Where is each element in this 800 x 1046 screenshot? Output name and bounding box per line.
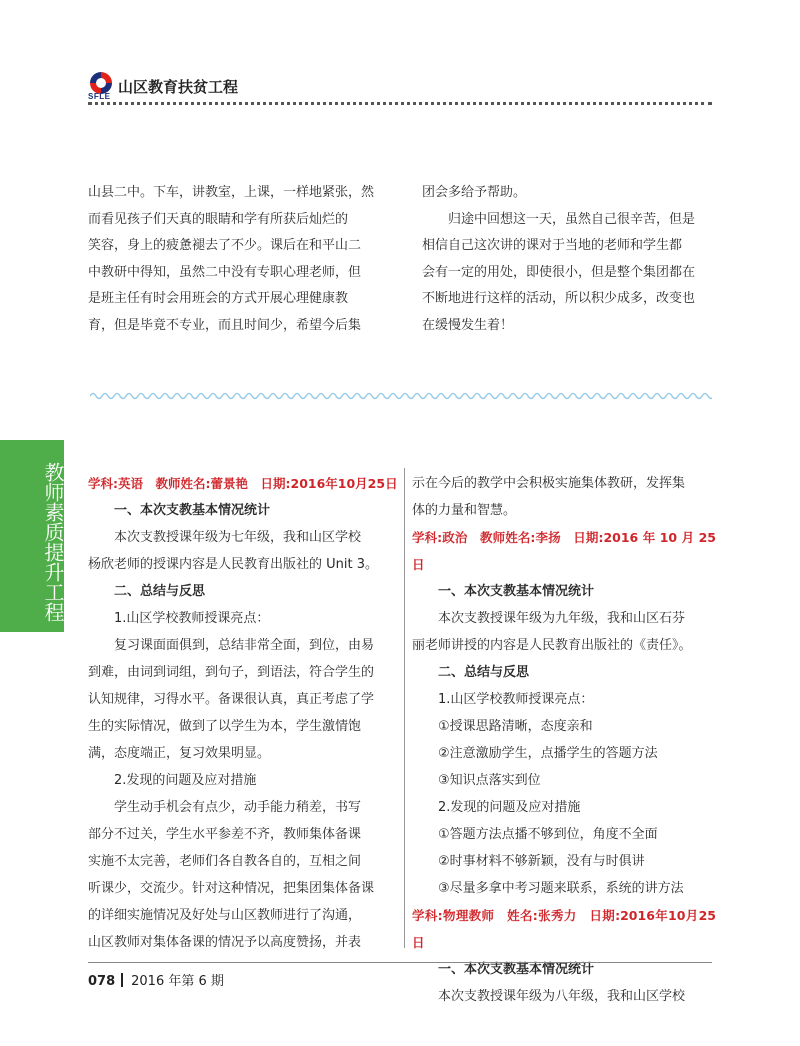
paragraph-line: 复习课面面俱到，总结非常全面，到位，由易 (114, 638, 375, 653)
paragraph-line: 二、总结与反思 (438, 665, 530, 680)
paragraph-line: 满，态度端正，复习效果明显。 (88, 746, 271, 761)
paragraph-line: 本次支教授课年级为九年级，我和山区石芬 (438, 611, 686, 626)
paragraph-line: 山区教师对集体备课的情况予以高度赞扬，并表 (88, 935, 362, 950)
text-line: 在缓慢发生着！ (422, 317, 514, 333)
paragraph-line: ②注意激励学生，点播学生的答题方法 (438, 746, 658, 761)
text-line: 不断地进行这样的活动，所以积少成多，改变也 (422, 291, 696, 306)
section-side-tab (0, 440, 64, 632)
paragraph-line: ①授课思路清晰，态度亲和 (438, 719, 593, 734)
paragraph-line: 一、本次支教基本情况统计 (438, 584, 595, 599)
paragraph-line: 示在今后的教学中会积极实施集体教研，发挥集 (412, 476, 686, 491)
paragraph-line: 的详细实施情况及好处与山区教师进行了沟通， (88, 908, 362, 923)
paragraph-line: 一、本次支教基本情况统计 (438, 962, 595, 977)
paragraph-line: 部分不过关，学生水平参差不齐，教师集体备课 (88, 827, 362, 842)
text-line: 是班主任有时会用班会的方式开展心理健康教 (88, 291, 349, 306)
paragraph-line: 生的实际情况，做到了以学生为本，学生激情饱 (88, 719, 362, 734)
teacher-info-heading: 学科:政治 教师姓名:李扬 日期:2016 年 10 月 25 日 (412, 530, 716, 572)
footer-bar (121, 973, 123, 987)
text-line: 团会多给予帮助。 (422, 185, 527, 200)
side-tab-label: 教师素质提升工程 (41, 462, 65, 622)
text-line: 山县二中。下车，讲教室，上课，一样地紧张，然 (88, 185, 375, 200)
text-line: 相信自己这次讲的课对于当地的老师和学生都 (422, 238, 683, 253)
magazine-title: 山区教育扶贫工程 (118, 78, 239, 96)
paragraph-line: 到难，由词到词组，到句子，到语法，符合学生的 (88, 665, 375, 680)
paragraph-line: 听课少，交流少。针对这种情况，把集团集体备课 (88, 881, 375, 896)
paragraph-line: 本次支教授课年级为七年级，我和山区学校 (114, 530, 362, 545)
teacher-info-heading: 学科:物理教师 姓名:张秀力 日期:2016年10月25日 (412, 908, 716, 950)
paragraph-line: 学生动手机会有点少，动手能力稍差，书写 (114, 800, 362, 815)
paragraph-line: 本次支教授课年级为八年级，我和山区学校 (438, 989, 686, 1004)
logo-text: SFLE (88, 92, 111, 101)
wave-divider (90, 390, 712, 402)
paragraph-line: 2.发现的问题及应对措施 (114, 773, 257, 788)
paragraph-line: 杨欣老师的授课内容是人民教育出版社的 Unit 3。 (88, 557, 378, 572)
paragraph-line: ②时事材料不够新颖，没有与时俱讲 (438, 854, 645, 869)
header-divider (88, 102, 712, 105)
teacher-info-heading: 学科:英语 教师姓名:蕾景艳 日期:2016年10月25日 (88, 476, 398, 491)
paragraph-line: 2.发现的问题及应对措施 (438, 800, 581, 815)
top-right-text (422, 180, 714, 339)
paragraph-line: 1.山区学校教师授课亮点： (438, 692, 594, 707)
paragraph-line: ③尽量多拿中考习题来联系，系统的讲方法 (438, 881, 684, 896)
paragraph-line: 二、总结与反思 (114, 584, 206, 599)
text-line: 归途中回想这一天，虽然自己很辛苦，但是 (448, 211, 696, 227)
page-footer (88, 970, 224, 989)
paragraph-line: 一、本次支教基本情况统计 (114, 503, 271, 518)
paragraph-line: 认知规律，习得水平。备课很认真，真正考虑了学 (88, 692, 375, 707)
issue-label: 2016 年第 6 期 (131, 974, 224, 989)
top-left-text (88, 180, 384, 339)
paragraph-line: ③知识点落实到位 (438, 773, 541, 788)
page-header (88, 70, 708, 102)
page-number: 078 (88, 974, 116, 989)
paragraph-line: 实施不太完善，老师们各自教各自的，互相之间 (88, 854, 362, 869)
left-column (88, 470, 398, 956)
column-divider (404, 468, 405, 948)
text-line: 育，但是毕竟不专业，而且时间少，希望今后集 (88, 317, 362, 333)
paragraph-line: 丽老师讲授的内容是人民教育出版社的《责任》。 (412, 638, 692, 653)
text-line: 笑容，身上的疲惫褪去了不少。课后在和平山二 (88, 238, 362, 253)
text-line: 而看见孩子们天真的眼睛和学有所获后灿烂的 (88, 211, 349, 227)
right-column (412, 470, 716, 1010)
paragraph-line: 体的力量和智慧。 (412, 503, 517, 518)
text-line: 中教研中得知，虽然二中没有专职心理老师，但 (88, 264, 362, 280)
paragraph-line: ①答题方法点播不够到位，角度不全面 (438, 827, 658, 842)
text-line: 会有一定的用处，即使很小，但是整个集团都在 (422, 264, 696, 280)
footer-divider (88, 962, 712, 963)
paragraph-line: 1.山区学校教师授课亮点： (114, 611, 270, 626)
